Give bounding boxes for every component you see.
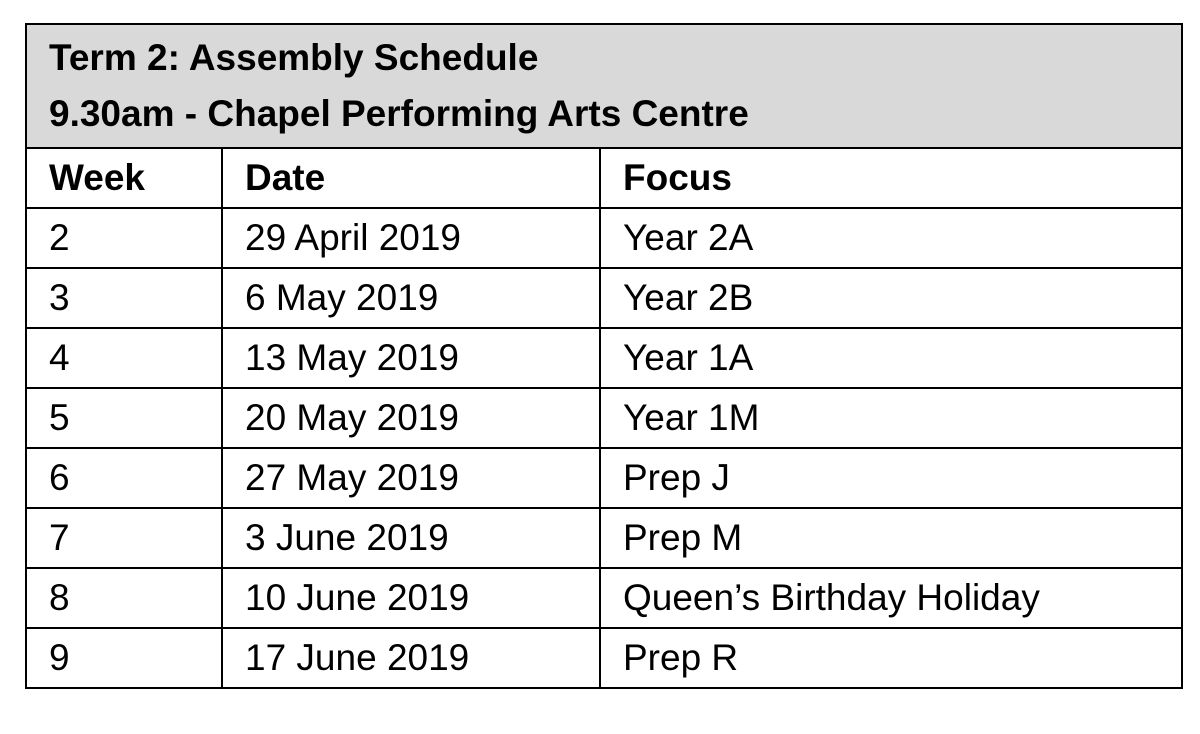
date-cell: 6 May 2019 [222,268,600,328]
date-cell: 13 May 2019 [222,328,600,388]
focus-cell: Year 2B [600,268,1182,328]
focus-cell: Prep J [600,448,1182,508]
column-header-date: Date [222,148,600,208]
table-title [26,24,1182,148]
week-cell: 6 [26,448,222,508]
week-cell: 7 [26,508,222,568]
week-cell: 4 [26,328,222,388]
week-cell: 8 [26,568,222,628]
table-row [26,388,1182,448]
table-row [26,448,1182,508]
focus-cell: Year 2A [600,208,1182,268]
header-row [26,148,1182,208]
week-cell: 2 [26,208,222,268]
focus-cell: Prep M [600,508,1182,568]
week-cell: 3 [26,268,222,328]
focus-cell: Queen’s Birthday Holiday [600,568,1182,628]
table-row [26,328,1182,388]
assembly-schedule-table [25,23,1183,689]
focus-cell: Year 1M [600,388,1182,448]
table-row [26,208,1182,268]
focus-cell: Prep R [600,628,1182,688]
table-row [26,628,1182,688]
column-header-focus: Focus [600,148,1182,208]
date-cell: 27 May 2019 [222,448,600,508]
title-line-1: Term 2: Assembly Schedule [49,37,539,78]
week-cell: 9 [26,628,222,688]
table-row [26,568,1182,628]
date-cell: 3 June 2019 [222,508,600,568]
title-line-2: 9.30am - Chapel Performing Arts Centre [49,93,749,134]
title-row [26,24,1182,148]
date-cell: 10 June 2019 [222,568,600,628]
column-header-week: Week [26,148,222,208]
week-cell: 5 [26,388,222,448]
date-cell: 17 June 2019 [222,628,600,688]
table-row [26,508,1182,568]
date-cell: 20 May 2019 [222,388,600,448]
table-row [26,268,1182,328]
date-cell: 29 April 2019 [222,208,600,268]
focus-cell: Year 1A [600,328,1182,388]
